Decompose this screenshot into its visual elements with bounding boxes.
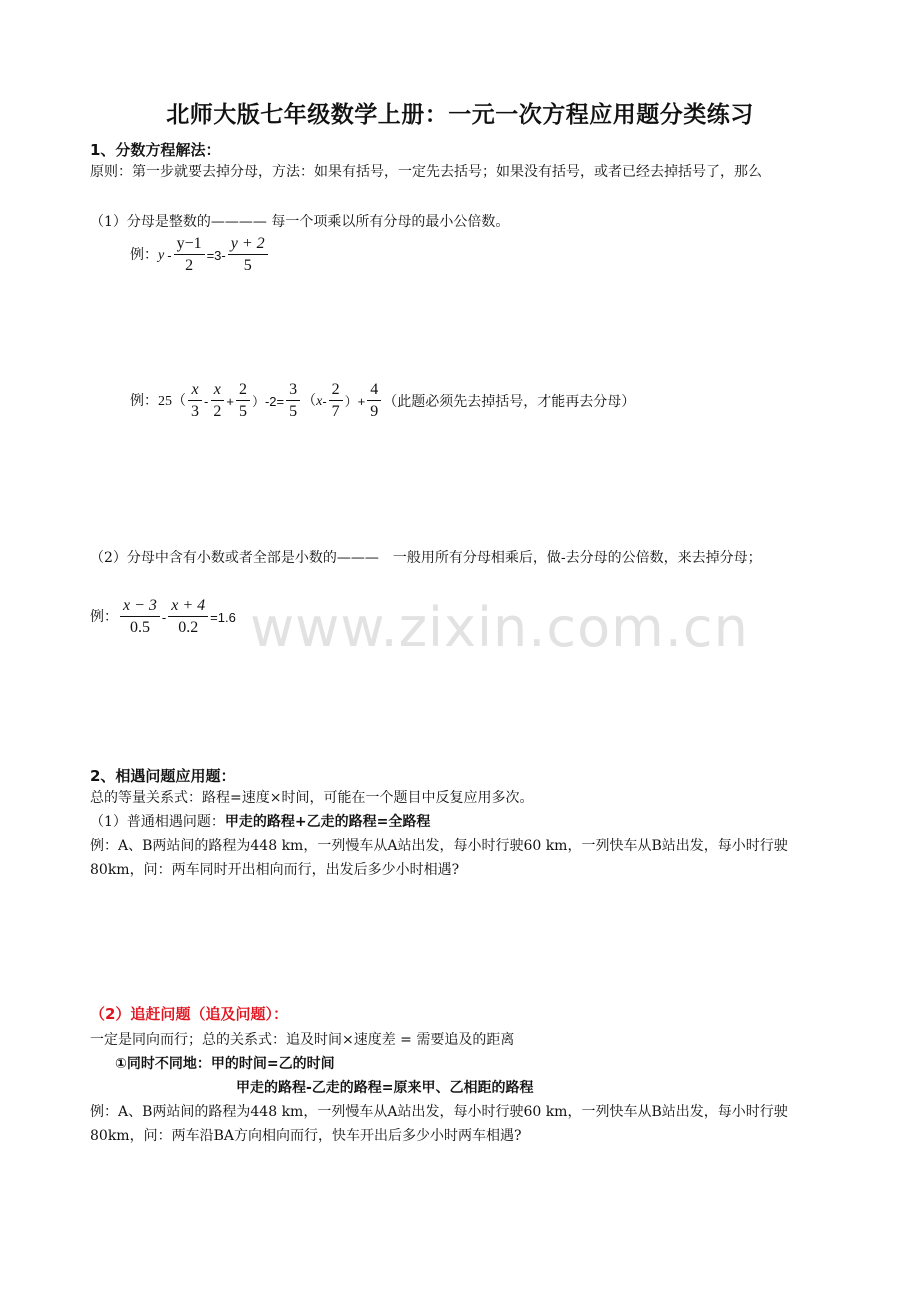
example1-label: 例： [130, 247, 158, 263]
example2-label: 例：25（ [130, 393, 186, 409]
example2-fraction-2-5 [236, 380, 250, 423]
example1-equation [130, 234, 270, 277]
example1-minus: - [167, 247, 172, 263]
section2-sub1: ①同时不同地：甲的时间=乙的时间 [115, 1056, 335, 1072]
fraction-denominator: 2 [213, 403, 222, 420]
section2-item1 [90, 810, 430, 834]
section2-example1: 例：A、B两站间的路程为448 km，一列慢车从A站出发，每小时行驶60 km，一列快车从B站出发，每小时行驶80km，问：两车同时开出相向而行，出发后多少小时相遇? [90, 838, 788, 878]
section1-item2: （2）分母中含有小数或者全部是小数的——— 一般用所有分母相乘后，做-去分母的公倍数，来去掉分母； [90, 550, 762, 566]
fraction-denominator: 2 [185, 257, 194, 274]
fraction-numerator: y−1 [174, 234, 205, 255]
example2-equation [130, 380, 635, 423]
example2-fraction-4-9 [367, 380, 381, 423]
fraction-denominator: 3 [191, 403, 199, 420]
section2-formula: 总的等量关系式：路程=速度×时间，可能在一个题目中反复应用多次。 [90, 790, 534, 806]
example3-minus: - [161, 609, 167, 625]
example3-equals: =1.6 [210, 609, 236, 625]
section1-heading: 1、分数方程解法： [90, 141, 221, 159]
fraction-numerator: 2 [329, 380, 343, 401]
example3-fraction-1 [120, 596, 160, 639]
example1-fraction-1 [174, 234, 205, 277]
section2-item1-formula: 甲走的路程+乙走的路程=全路程 [224, 814, 431, 830]
example1-equals: =3- [206, 247, 226, 263]
example3-label: 例： [90, 609, 118, 625]
example2-close-equals: ）-2= [251, 393, 285, 409]
example1-var-y: y [158, 247, 165, 263]
section2-heading: 2、相遇问题应用题： [90, 767, 236, 785]
fraction-denominator: 5 [289, 403, 298, 420]
example2-minus: - [204, 393, 209, 409]
fraction-numerator: 2 [236, 380, 250, 401]
fraction-denominator: 9 [370, 403, 379, 420]
example2-note: （此题必须先去掉括号，才能再去分母） [383, 393, 636, 410]
example2-minus-2: - [322, 393, 327, 409]
fraction-numerator: x [211, 380, 224, 401]
section2-item2-text: 一定是同向而行；总的关系式：追及时间×速度差 = 需要追及的距离 [90, 1032, 515, 1048]
fraction-numerator: x − 3 [120, 596, 160, 617]
example1-fraction-2 [228, 234, 268, 277]
fraction-numerator: y + 2 [228, 234, 268, 255]
example2-var-x: x [316, 393, 323, 409]
section2-sub1-formula: 甲走的路程-乙走的路程=原来甲、乙相距的路程 [236, 1080, 534, 1096]
fraction-numerator: x [188, 380, 201, 401]
example2-fraction-2-7 [329, 380, 343, 423]
fraction-denominator: 0.5 [129, 619, 150, 636]
example2-fraction-3-5 [286, 380, 300, 423]
example3-fraction-2 [168, 596, 208, 639]
fraction-denominator: 0.2 [178, 619, 199, 636]
example2-fraction-x3 [188, 380, 202, 423]
section1-item1: （1）分母是整数的———— 每一个项乘以所有分母的最小公倍数。 [90, 214, 510, 230]
section2-example2: 例：A、B两站间的路程为448 km，一列慢车从A站出发，每小时行驶60 km，一列快车从B站出发，每小时行驶80km，问：两车沿BA方向相向而行，快车开出后多少小时两车相遇? [90, 1104, 788, 1144]
page-title: 北师大版七年级数学上册：一元一次方程应用题分类练习 [166, 102, 754, 128]
fraction-numerator: 3 [286, 380, 300, 401]
example2-fraction-x2 [210, 380, 224, 423]
watermark: www.zixin.com.cn [250, 596, 749, 659]
example2-close-plus: ）+ [344, 393, 366, 409]
example2-plus: + [226, 393, 234, 409]
fraction-denominator: 7 [331, 403, 340, 420]
example2-open-paren: （ [302, 393, 317, 409]
example3-equation [90, 596, 236, 639]
fraction-numerator: 4 [367, 380, 381, 401]
section2-item1-prefix: （1）普通相遇问题： [90, 814, 225, 830]
fraction-numerator: x + 4 [168, 596, 208, 617]
fraction-denominator: 5 [243, 257, 252, 274]
section1-principle: 原则：第一步就要去掉分母，方法：如果有括号，一定先去括号；如果没有括号，或者已经去掉括号了，那么 [90, 164, 762, 180]
section2-item2-heading: （2）追赶问题（追及问题）： [90, 1005, 288, 1023]
fraction-denominator: 5 [238, 403, 247, 420]
